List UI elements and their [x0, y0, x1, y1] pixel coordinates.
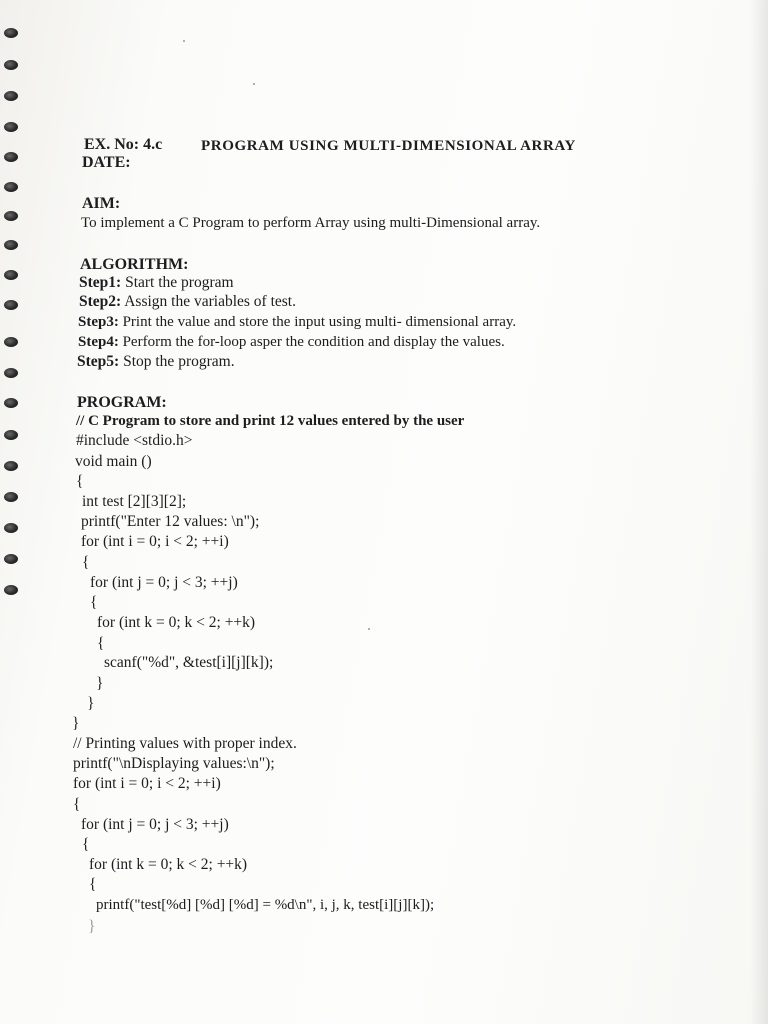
algorithm-step: Step1: Start the program: [79, 274, 234, 291]
code-line: for (int j = 0; j < 3; ++j): [90, 574, 238, 591]
code-line: for (int i = 0; i < 2; ++i): [73, 775, 221, 792]
aim-text: To implement a C Program to perform Array using multi-Dimensional array.: [81, 215, 541, 231]
code-line: scanf("%d", &test[i][j][k]);: [104, 654, 274, 671]
code-line: {: [82, 836, 90, 853]
code-line: }: [96, 675, 104, 692]
spiral-binding: [0, 0, 22, 1024]
code-line: for (int j = 0; j < 3; ++j): [81, 816, 229, 833]
code-line: printf("\nDisplaying values:\n");: [73, 755, 275, 772]
page-edge-shadow: [750, 0, 768, 1024]
code-line: {: [82, 554, 90, 571]
program-heading: PROGRAM:: [77, 394, 167, 411]
code-line: for (int i = 0; i < 2; ++i): [81, 533, 229, 550]
date-label: DATE:: [82, 154, 131, 171]
algorithm-step: Step4: Perform the for-loop asper the condition and display the values.: [78, 334, 505, 350]
code-line: int test [2][3][2];: [82, 493, 187, 510]
algorithm-step: Step2: Assign the variables of test.: [79, 293, 296, 310]
algorithm-step: Step3: Print the value and store the input using multi- dimensional array.: [78, 314, 517, 330]
code-line: printf("test[%d] [%d] [%d] = %d\n", i, j, k, test[i][j][k]);: [96, 897, 435, 913]
code-line: }: [87, 695, 95, 712]
code-line: void main (): [75, 453, 152, 470]
page-title: PROGRAM USING MULTI-DIMENSIONAL ARRAY: [201, 138, 576, 154]
code-line: printf("Enter 12 values: \n");: [81, 513, 260, 530]
code-line: {: [76, 473, 84, 490]
code-line: for (int k = 0; k < 2; ++k): [89, 856, 248, 873]
code-line: {: [90, 594, 98, 611]
code-line: {: [97, 635, 105, 652]
code-line: }: [88, 918, 96, 935]
code-line: }: [72, 715, 80, 732]
program-comment: // C Program to store and print 12 values entered by the user: [76, 413, 465, 429]
code-line: #include <stdio.h>: [76, 432, 193, 449]
code-line: // Printing values with proper index.: [73, 735, 297, 752]
code-line: for (int k = 0; k < 2; ++k): [97, 614, 256, 631]
code-line: {: [73, 796, 81, 813]
aim-heading: AIM:: [82, 195, 121, 212]
algorithm-step: Step5: Stop the program.: [77, 353, 235, 370]
code-line: {: [89, 876, 97, 893]
exercise-number: EX. No: 4.c: [84, 136, 163, 153]
algorithm-heading: ALGORITHM:: [80, 256, 189, 273]
